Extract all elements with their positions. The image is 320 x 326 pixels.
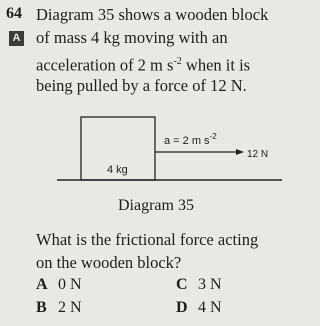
acceleration-label: a = 2 m $s^{-2}$ (164, 132, 217, 147)
option-a-text: 0 N (58, 276, 82, 293)
question-stem-line-4: being pulled by a force of 12 N. (36, 76, 247, 95)
question-number: 64 (6, 5, 22, 22)
option-b[interactable] (36, 299, 82, 317)
option-c[interactable] (176, 276, 222, 294)
force-label: 12 N (247, 149, 269, 160)
prompt-line-1: What is the frictional force acting (36, 230, 259, 249)
option-b-text: 2 N (58, 299, 82, 316)
block-mass-label: 4 kg (107, 164, 128, 176)
option-a-letter: A (36, 276, 48, 293)
question-stem-line-1: Diagram 35 shows a wooden block (36, 5, 269, 24)
option-d-text: 4 N (198, 299, 222, 316)
question-stem-line-3: acceleration of 2 m $s^{-2}$ when it is (36, 55, 251, 75)
force-arrowhead (236, 149, 244, 155)
prompt-line-2: on the wooden block? (36, 253, 182, 272)
option-d-letter: D (176, 299, 188, 316)
exponent: -2 (173, 56, 182, 67)
option-b-letter: B (36, 299, 47, 316)
option-c-text: 3 N (198, 276, 222, 293)
diagram-caption: Diagram 35 (118, 197, 194, 214)
option-a[interactable] (36, 276, 82, 294)
option-d[interactable] (176, 299, 222, 317)
question-stem-line-2: of mass 4 kg moving with an (36, 28, 228, 47)
answer-badge: A (9, 31, 24, 46)
option-c-letter: C (176, 276, 188, 293)
